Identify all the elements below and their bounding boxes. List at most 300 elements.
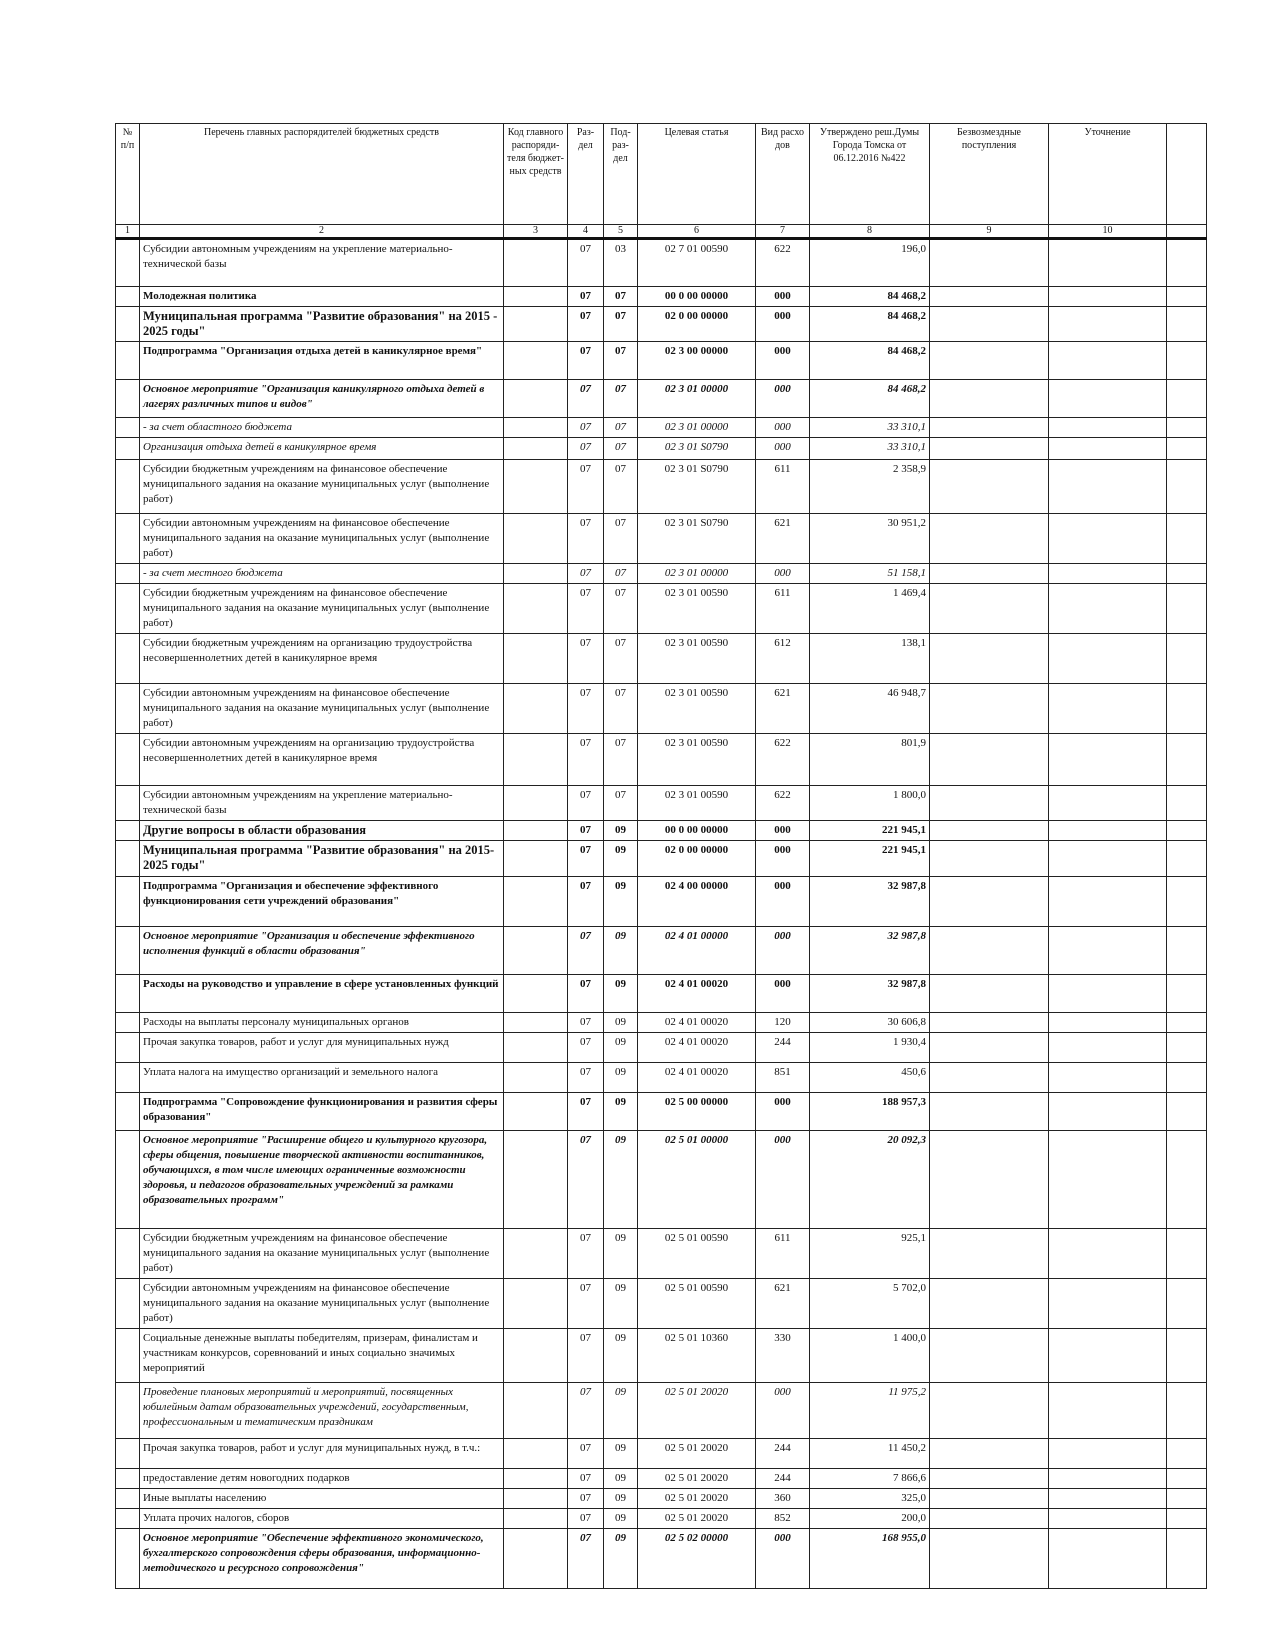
grant-cell bbox=[930, 584, 1049, 634]
podrazdel-cell: 07 bbox=[604, 634, 638, 684]
row-name: Субсидии бюджетным учреждениям на финансовое обеспечение муниципального задания на оказание муниципальных услуг (выполнение работ) bbox=[140, 460, 504, 514]
row-number bbox=[116, 877, 140, 927]
csr-cell: 02 3 01 S0790 bbox=[638, 514, 756, 564]
column-number-row bbox=[116, 225, 1207, 239]
grant-cell bbox=[930, 877, 1049, 927]
vid-cell: 000 bbox=[756, 1529, 810, 1589]
vid-cell: 621 bbox=[756, 684, 810, 734]
truncated-cell bbox=[1167, 1509, 1207, 1529]
row-name: Субсидии автономным учреждениям на финансовое обеспечение муниципального задания на оказание муниципальных услуг (выполнение работ) bbox=[140, 514, 504, 564]
row-name: Подпрограмма "Организация и обеспечение эффективного функционирования сети учреждений образования" bbox=[140, 877, 504, 927]
podrazdel-cell: 07 bbox=[604, 786, 638, 821]
csr-cell: 02 3 01 00590 bbox=[638, 786, 756, 821]
row-number bbox=[116, 1279, 140, 1329]
vid-cell: 120 bbox=[756, 1013, 810, 1033]
gr-code bbox=[504, 584, 568, 634]
grant-cell bbox=[930, 684, 1049, 734]
vid-cell: 330 bbox=[756, 1329, 810, 1383]
row-name: Подпрограмма "Организация отдыха детей в каникулярное время" bbox=[140, 342, 504, 380]
csr-cell: 02 5 01 20020 bbox=[638, 1489, 756, 1509]
gr-code bbox=[504, 1033, 568, 1063]
grant-cell bbox=[930, 786, 1049, 821]
header-cell: Вид расхо дов bbox=[756, 124, 810, 225]
amount-cell: 801,9 bbox=[810, 734, 930, 786]
truncated-cell bbox=[1167, 584, 1207, 634]
gr-code bbox=[504, 1013, 568, 1033]
adjustment-cell bbox=[1049, 287, 1167, 307]
column-number: 6 bbox=[638, 225, 756, 239]
razdel-cell: 07 bbox=[568, 380, 604, 418]
podrazdel-cell: 07 bbox=[604, 564, 638, 584]
adjustment-cell bbox=[1049, 877, 1167, 927]
vid-cell: 622 bbox=[756, 734, 810, 786]
csr-cell: 02 3 01 S0790 bbox=[638, 460, 756, 514]
podrazdel-cell: 07 bbox=[604, 307, 638, 342]
adjustment-cell bbox=[1049, 584, 1167, 634]
amount-cell: 84 468,2 bbox=[810, 380, 930, 418]
gr-code bbox=[504, 1093, 568, 1131]
podrazdel-cell: 07 bbox=[604, 460, 638, 514]
gr-code bbox=[504, 239, 568, 287]
truncated-cell bbox=[1167, 1439, 1207, 1469]
csr-cell: 00 0 00 00000 bbox=[638, 821, 756, 841]
gr-code bbox=[504, 342, 568, 380]
adjustment-cell bbox=[1049, 634, 1167, 684]
podrazdel-cell: 09 bbox=[604, 1033, 638, 1063]
header-cell: Перечень главных распорядителей бюджетных средств bbox=[140, 124, 504, 225]
amount-cell: 84 468,2 bbox=[810, 307, 930, 342]
column-number: 1 bbox=[116, 225, 140, 239]
header-cell: № п/п bbox=[116, 124, 140, 225]
row-name: Подпрограмма "Сопровождение функционирования и развития сферы образования" bbox=[140, 1093, 504, 1131]
gr-code bbox=[504, 734, 568, 786]
grant-cell bbox=[930, 1093, 1049, 1131]
grant-cell bbox=[930, 1279, 1049, 1329]
adjustment-cell bbox=[1049, 734, 1167, 786]
table-row bbox=[116, 975, 1207, 1013]
razdel-cell: 07 bbox=[568, 786, 604, 821]
vid-cell: 000 bbox=[756, 564, 810, 584]
truncated-cell bbox=[1167, 307, 1207, 342]
razdel-cell: 07 bbox=[568, 342, 604, 380]
amount-cell: 2 358,9 bbox=[810, 460, 930, 514]
podrazdel-cell: 09 bbox=[604, 1489, 638, 1509]
adjustment-cell bbox=[1049, 841, 1167, 877]
podrazdel-cell: 09 bbox=[604, 841, 638, 877]
podrazdel-cell: 07 bbox=[604, 380, 638, 418]
csr-cell: 02 3 01 S0790 bbox=[638, 438, 756, 460]
csr-cell: 02 4 01 00020 bbox=[638, 1013, 756, 1033]
grant-cell bbox=[930, 1529, 1049, 1589]
amount-cell: 11 975,2 bbox=[810, 1383, 930, 1439]
row-number bbox=[116, 1329, 140, 1383]
row-name: Субсидии автономным учреждениям на укрепление материально-технической базы bbox=[140, 786, 504, 821]
grant-cell bbox=[930, 1063, 1049, 1093]
table-row bbox=[116, 927, 1207, 975]
csr-cell: 02 5 01 10360 bbox=[638, 1329, 756, 1383]
razdel-cell: 07 bbox=[568, 1329, 604, 1383]
adjustment-cell bbox=[1049, 975, 1167, 1013]
amount-cell: 84 468,2 bbox=[810, 287, 930, 307]
grant-cell bbox=[930, 1033, 1049, 1063]
razdel-cell: 07 bbox=[568, 1509, 604, 1529]
table-row bbox=[116, 287, 1207, 307]
gr-code bbox=[504, 1529, 568, 1589]
row-name: Организация отдыха детей в каникулярное время bbox=[140, 438, 504, 460]
razdel-cell: 07 bbox=[568, 927, 604, 975]
csr-cell: 02 0 00 00000 bbox=[638, 307, 756, 342]
vid-cell: 000 bbox=[756, 287, 810, 307]
csr-cell: 02 4 01 00020 bbox=[638, 1063, 756, 1093]
amount-cell: 221 945,1 bbox=[810, 841, 930, 877]
vid-cell: 000 bbox=[756, 438, 810, 460]
gr-code bbox=[504, 564, 568, 584]
row-number bbox=[116, 564, 140, 584]
amount-cell: 188 957,3 bbox=[810, 1093, 930, 1131]
truncated-cell bbox=[1167, 1131, 1207, 1229]
adjustment-cell bbox=[1049, 1093, 1167, 1131]
csr-cell: 02 3 01 00590 bbox=[638, 584, 756, 634]
truncated-cell bbox=[1167, 877, 1207, 927]
podrazdel-cell: 09 bbox=[604, 1509, 638, 1529]
adjustment-cell bbox=[1049, 1229, 1167, 1279]
truncated-cell bbox=[1167, 684, 1207, 734]
row-number bbox=[116, 239, 140, 287]
row-name: Прочая закупка товаров, работ и услуг для муниципальных нужд, в т.ч.: bbox=[140, 1439, 504, 1469]
amount-cell: 7 866,6 bbox=[810, 1469, 930, 1489]
row-number bbox=[116, 514, 140, 564]
table-row bbox=[116, 418, 1207, 438]
vid-cell: 000 bbox=[756, 927, 810, 975]
row-number bbox=[116, 1469, 140, 1489]
amount-cell: 1 930,4 bbox=[810, 1033, 930, 1063]
gr-code bbox=[504, 975, 568, 1013]
vid-cell: 621 bbox=[756, 1279, 810, 1329]
budget-table bbox=[115, 123, 1207, 1589]
csr-cell: 02 5 01 20020 bbox=[638, 1509, 756, 1529]
csr-cell: 02 7 01 00590 bbox=[638, 239, 756, 287]
gr-code bbox=[504, 287, 568, 307]
csr-cell: 02 5 01 20020 bbox=[638, 1383, 756, 1439]
csr-cell: 00 0 00 00000 bbox=[638, 287, 756, 307]
row-name: Уплата налога на имущество организаций и земельного налога bbox=[140, 1063, 504, 1093]
grant-cell bbox=[930, 634, 1049, 684]
grant-cell bbox=[930, 418, 1049, 438]
amount-cell: 30 951,2 bbox=[810, 514, 930, 564]
adjustment-cell bbox=[1049, 418, 1167, 438]
truncated-cell bbox=[1167, 1063, 1207, 1093]
grant-cell bbox=[930, 1229, 1049, 1279]
adjustment-cell bbox=[1049, 1131, 1167, 1229]
csr-cell: 02 0 00 00000 bbox=[638, 841, 756, 877]
gr-code bbox=[504, 380, 568, 418]
grant-cell bbox=[930, 975, 1049, 1013]
csr-cell: 02 3 01 00000 bbox=[638, 418, 756, 438]
razdel-cell: 07 bbox=[568, 460, 604, 514]
row-name: Основное мероприятие "Обеспечение эффективного экономического, бухгалтерского сопровождения сферы образования, информационно-методического и ресурсного сопровождения" bbox=[140, 1529, 504, 1589]
grant-cell bbox=[930, 1509, 1049, 1529]
razdel-cell: 07 bbox=[568, 1489, 604, 1509]
adjustment-cell bbox=[1049, 1279, 1167, 1329]
csr-cell: 02 4 01 00020 bbox=[638, 1033, 756, 1063]
csr-cell: 02 5 01 00000 bbox=[638, 1131, 756, 1229]
column-number: 3 bbox=[504, 225, 568, 239]
truncated-cell bbox=[1167, 342, 1207, 380]
row-number bbox=[116, 1033, 140, 1063]
header-cell: Код главного распоряди-теля бюджет-ных средств bbox=[504, 124, 568, 225]
row-number bbox=[116, 1063, 140, 1093]
row-number bbox=[116, 342, 140, 380]
razdel-cell: 07 bbox=[568, 821, 604, 841]
podrazdel-cell: 09 bbox=[604, 1529, 638, 1589]
grant-cell bbox=[930, 287, 1049, 307]
header-cell: Целевая статья bbox=[638, 124, 756, 225]
gr-code bbox=[504, 1329, 568, 1383]
vid-cell: 611 bbox=[756, 460, 810, 514]
truncated-cell bbox=[1167, 634, 1207, 684]
truncated-cell bbox=[1167, 734, 1207, 786]
table-row bbox=[116, 1013, 1207, 1033]
row-number bbox=[116, 975, 140, 1013]
amount-cell: 33 310,1 bbox=[810, 418, 930, 438]
truncated-cell bbox=[1167, 1229, 1207, 1279]
amount-cell: 30 606,8 bbox=[810, 1013, 930, 1033]
razdel-cell: 07 bbox=[568, 1229, 604, 1279]
csr-cell: 02 5 00 00000 bbox=[638, 1093, 756, 1131]
truncated-cell bbox=[1167, 418, 1207, 438]
row-name: Субсидии бюджетным учреждениям на финансовое обеспечение муниципального задания на оказание муниципальных услуг (выполнение работ) bbox=[140, 1229, 504, 1279]
podrazdel-cell: 09 bbox=[604, 1383, 638, 1439]
table-row bbox=[116, 877, 1207, 927]
vid-cell: 000 bbox=[756, 821, 810, 841]
razdel-cell: 07 bbox=[568, 634, 604, 684]
vid-cell: 000 bbox=[756, 877, 810, 927]
truncated-cell bbox=[1167, 287, 1207, 307]
amount-cell: 221 945,1 bbox=[810, 821, 930, 841]
row-number bbox=[116, 460, 140, 514]
truncated-cell bbox=[1167, 514, 1207, 564]
vid-cell: 000 bbox=[756, 975, 810, 1013]
column-number: 8 bbox=[810, 225, 930, 239]
grant-cell bbox=[930, 460, 1049, 514]
vid-cell: 000 bbox=[756, 1131, 810, 1229]
column-number: 9 bbox=[930, 225, 1049, 239]
row-number bbox=[116, 821, 140, 841]
amount-cell: 925,1 bbox=[810, 1229, 930, 1279]
row-number bbox=[116, 1229, 140, 1279]
row-number bbox=[116, 1093, 140, 1131]
vid-cell: 244 bbox=[756, 1439, 810, 1469]
table-row bbox=[116, 1439, 1207, 1469]
column-number: 10 bbox=[1049, 225, 1167, 239]
razdel-cell: 07 bbox=[568, 584, 604, 634]
vid-cell: 000 bbox=[756, 307, 810, 342]
razdel-cell: 07 bbox=[568, 684, 604, 734]
adjustment-cell bbox=[1049, 1529, 1167, 1589]
amount-cell: 196,0 bbox=[810, 239, 930, 287]
table-row bbox=[116, 460, 1207, 514]
row-name: - за счет местного бюджета bbox=[140, 564, 504, 584]
razdel-cell: 07 bbox=[568, 287, 604, 307]
amount-cell: 46 948,7 bbox=[810, 684, 930, 734]
razdel-cell: 07 bbox=[568, 514, 604, 564]
amount-cell: 325,0 bbox=[810, 1489, 930, 1509]
adjustment-cell bbox=[1049, 1013, 1167, 1033]
grant-cell bbox=[930, 841, 1049, 877]
row-number bbox=[116, 1509, 140, 1529]
column-number: 4 bbox=[568, 225, 604, 239]
adjustment-cell bbox=[1049, 1509, 1167, 1529]
column-number: 7 bbox=[756, 225, 810, 239]
podrazdel-cell: 09 bbox=[604, 1013, 638, 1033]
header-cell: Под-раз-дел bbox=[604, 124, 638, 225]
csr-cell: 02 3 01 00590 bbox=[638, 684, 756, 734]
csr-cell: 02 5 01 00590 bbox=[638, 1229, 756, 1279]
gr-code bbox=[504, 634, 568, 684]
row-name: Субсидии автономным учреждениям на укрепление материально-технической базы bbox=[140, 239, 504, 287]
row-number bbox=[116, 307, 140, 342]
grant-cell bbox=[930, 438, 1049, 460]
gr-code bbox=[504, 1509, 568, 1529]
row-number bbox=[116, 418, 140, 438]
table-row bbox=[116, 1489, 1207, 1509]
razdel-cell: 07 bbox=[568, 1093, 604, 1131]
vid-cell: 622 bbox=[756, 786, 810, 821]
podrazdel-cell: 09 bbox=[604, 927, 638, 975]
grant-cell bbox=[930, 1131, 1049, 1229]
row-number bbox=[116, 1529, 140, 1589]
podrazdel-cell: 07 bbox=[604, 287, 638, 307]
table-row bbox=[116, 1383, 1207, 1439]
adjustment-cell bbox=[1049, 307, 1167, 342]
amount-cell: 1 400,0 bbox=[810, 1329, 930, 1383]
gr-code bbox=[504, 841, 568, 877]
amount-cell: 32 987,8 bbox=[810, 877, 930, 927]
podrazdel-cell: 09 bbox=[604, 975, 638, 1013]
table-row bbox=[116, 1131, 1207, 1229]
table-row bbox=[116, 1229, 1207, 1279]
grant-cell bbox=[930, 1469, 1049, 1489]
row-number bbox=[116, 1013, 140, 1033]
table-row bbox=[116, 239, 1207, 287]
truncated-cell bbox=[1167, 1383, 1207, 1439]
grant-cell bbox=[930, 380, 1049, 418]
row-number bbox=[116, 1489, 140, 1509]
adjustment-cell bbox=[1049, 1383, 1167, 1439]
table-row bbox=[116, 821, 1207, 841]
amount-cell: 11 450,2 bbox=[810, 1439, 930, 1469]
row-name: Другие вопросы в области образования bbox=[140, 821, 504, 841]
row-number bbox=[116, 1383, 140, 1439]
podrazdel-cell: 09 bbox=[604, 1131, 638, 1229]
truncated-cell bbox=[1167, 1033, 1207, 1063]
gr-code bbox=[504, 1469, 568, 1489]
csr-cell: 02 5 01 20020 bbox=[638, 1439, 756, 1469]
gr-code bbox=[504, 1489, 568, 1509]
adjustment-cell bbox=[1049, 460, 1167, 514]
column-number: 2 bbox=[140, 225, 504, 239]
table-row bbox=[116, 1093, 1207, 1131]
razdel-cell: 07 bbox=[568, 1063, 604, 1093]
grant-cell bbox=[930, 1383, 1049, 1439]
table-row bbox=[116, 1469, 1207, 1489]
podrazdel-cell: 09 bbox=[604, 877, 638, 927]
amount-cell: 32 987,8 bbox=[810, 975, 930, 1013]
table-row bbox=[116, 684, 1207, 734]
amount-cell: 138,1 bbox=[810, 634, 930, 684]
row-name: Проведение плановых мероприятий и мероприятий, посвященных юбилейным датам образовательных учреждений, государственным, профессиональным и тематическим праздникам bbox=[140, 1383, 504, 1439]
truncated-cell bbox=[1167, 786, 1207, 821]
razdel-cell: 07 bbox=[568, 877, 604, 927]
adjustment-cell bbox=[1049, 514, 1167, 564]
adjustment-cell bbox=[1049, 239, 1167, 287]
table-row bbox=[116, 564, 1207, 584]
truncated-cell bbox=[1167, 1093, 1207, 1131]
row-name: Субсидии автономным учреждениям на организацию трудоустройства несовершеннолетних детей в каникулярное время bbox=[140, 734, 504, 786]
row-name: Субсидии автономным учреждениям на финансовое обеспечение муниципального задания на оказание муниципальных услуг (выполнение работ) bbox=[140, 1279, 504, 1329]
razdel-cell: 07 bbox=[568, 564, 604, 584]
podrazdel-cell: 03 bbox=[604, 239, 638, 287]
row-number bbox=[116, 1131, 140, 1229]
razdel-cell: 07 bbox=[568, 1469, 604, 1489]
row-name: Субсидии бюджетным учреждениям на финансовое обеспечение муниципального задания на оказание муниципальных услуг (выполнение работ) bbox=[140, 584, 504, 634]
header-cell-truncated bbox=[1167, 124, 1207, 225]
adjustment-cell bbox=[1049, 1063, 1167, 1093]
gr-code bbox=[504, 927, 568, 975]
truncated-cell bbox=[1167, 239, 1207, 287]
csr-cell: 02 3 01 00590 bbox=[638, 734, 756, 786]
grant-cell bbox=[930, 307, 1049, 342]
grant-cell bbox=[930, 1489, 1049, 1509]
header-cell: Безвозмездные поступления bbox=[930, 124, 1049, 225]
table-row bbox=[116, 1279, 1207, 1329]
truncated-cell bbox=[1167, 975, 1207, 1013]
row-name: Иные выплаты населению bbox=[140, 1489, 504, 1509]
amount-cell: 200,0 bbox=[810, 1509, 930, 1529]
row-name: - за счет областного бюджета bbox=[140, 418, 504, 438]
truncated-cell bbox=[1167, 841, 1207, 877]
gr-code bbox=[504, 1229, 568, 1279]
vid-cell: 000 bbox=[756, 841, 810, 877]
podrazdel-cell: 09 bbox=[604, 1439, 638, 1469]
podrazdel-cell: 09 bbox=[604, 1279, 638, 1329]
adjustment-cell bbox=[1049, 1033, 1167, 1063]
podrazdel-cell: 09 bbox=[604, 1229, 638, 1279]
csr-cell: 02 5 01 00590 bbox=[638, 1279, 756, 1329]
podrazdel-cell: 07 bbox=[604, 342, 638, 380]
row-name: Расходы на руководство и управление в сфере установленных функций bbox=[140, 975, 504, 1013]
row-number bbox=[116, 287, 140, 307]
header-cell: Уточнение bbox=[1049, 124, 1167, 225]
table-row bbox=[116, 841, 1207, 877]
table-row bbox=[116, 1033, 1207, 1063]
podrazdel-cell: 07 bbox=[604, 684, 638, 734]
adjustment-cell bbox=[1049, 380, 1167, 418]
truncated-cell bbox=[1167, 927, 1207, 975]
vid-cell: 852 bbox=[756, 1509, 810, 1529]
razdel-cell: 07 bbox=[568, 307, 604, 342]
vid-cell: 000 bbox=[756, 1383, 810, 1439]
csr-cell: 02 4 01 00020 bbox=[638, 975, 756, 1013]
table-row bbox=[116, 342, 1207, 380]
truncated-cell bbox=[1167, 1279, 1207, 1329]
podrazdel-cell: 07 bbox=[604, 438, 638, 460]
csr-cell: 02 3 01 00000 bbox=[638, 380, 756, 418]
adjustment-cell bbox=[1049, 1329, 1167, 1383]
truncated-cell bbox=[1167, 1489, 1207, 1509]
row-number bbox=[116, 841, 140, 877]
amount-cell: 168 955,0 bbox=[810, 1529, 930, 1589]
